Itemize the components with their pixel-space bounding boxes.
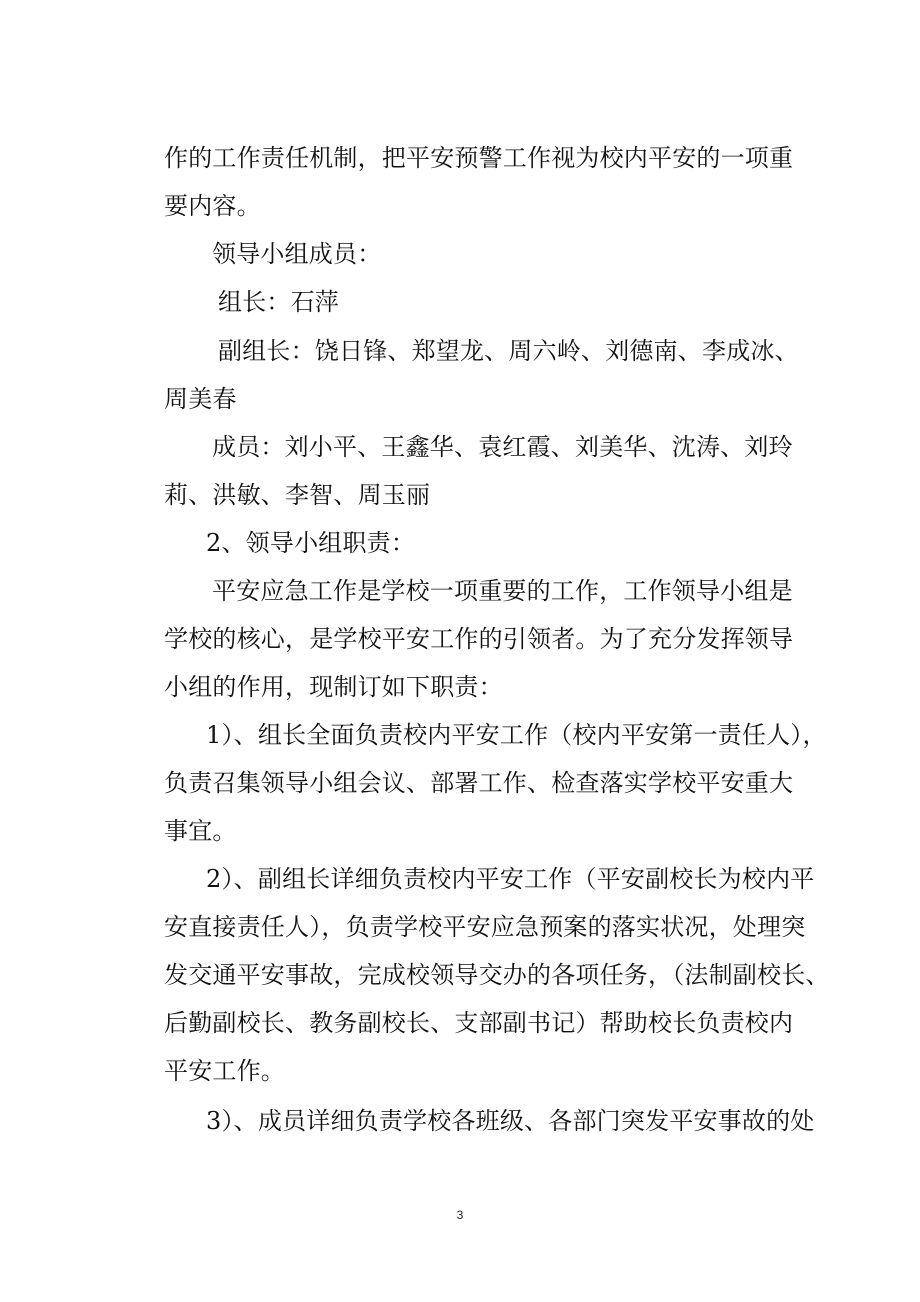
text-line: 安直接责任人），负责学校平安应急预案的落实状况，处理突 — [164, 913, 806, 941]
text-line: 平安应急工作是学校一项重要的工作，工作领导小组是 — [212, 577, 793, 605]
text-line: 副组长：饶日锋、郑望龙、周六岭、刘德南、李成冰、 — [218, 337, 799, 365]
text-line: 莉、洪敏、李智、周玉丽 — [164, 481, 431, 509]
text-line: 成员：刘小平、王鑫华、袁红霞、刘美华、沈涛、刘玲 — [212, 433, 793, 461]
text-line: 事宜。 — [164, 817, 237, 845]
text-line: 领导小组成员： — [212, 240, 382, 268]
text-line: 后勤副校长、教务副校长、支部副书记）帮助校长负责校内 — [164, 1009, 794, 1037]
text-line: 小组的作用，现制订如下职责： — [164, 673, 503, 701]
text-line: 2、领导小组职责： — [206, 529, 416, 557]
text-line: 要内容。 — [164, 192, 261, 220]
text-line: 负责召集领导小组会议、部署工作、检查落实学校平安重大 — [164, 769, 794, 797]
text-line: 1）、组长全面负责校内平安工作（校内平安第一责任人）， — [206, 721, 827, 749]
text-line: 学校的核心，是学校平安工作的引领者。为了充分发挥领导 — [164, 625, 794, 653]
text-line: 平安工作。 — [164, 1057, 285, 1085]
text-line: 组长：石萍 — [218, 288, 339, 316]
text-line: 发交通平安事故，完成校领导交办的各项任务，（法制副校长、 — [164, 961, 830, 989]
text-line: 3）、成员详细负责学校各班级、各部门突发平安事故的处 — [206, 1107, 815, 1135]
text-line: 2）、副组长详细负责校内平安工作（平安副校长为校内平 — [206, 865, 815, 893]
page-number: 3 — [456, 1208, 464, 1222]
text-line: 作的工作责任机制，把平安预警工作视为校内平安的一项重 — [164, 144, 794, 172]
text-line: 周美春 — [164, 385, 237, 413]
